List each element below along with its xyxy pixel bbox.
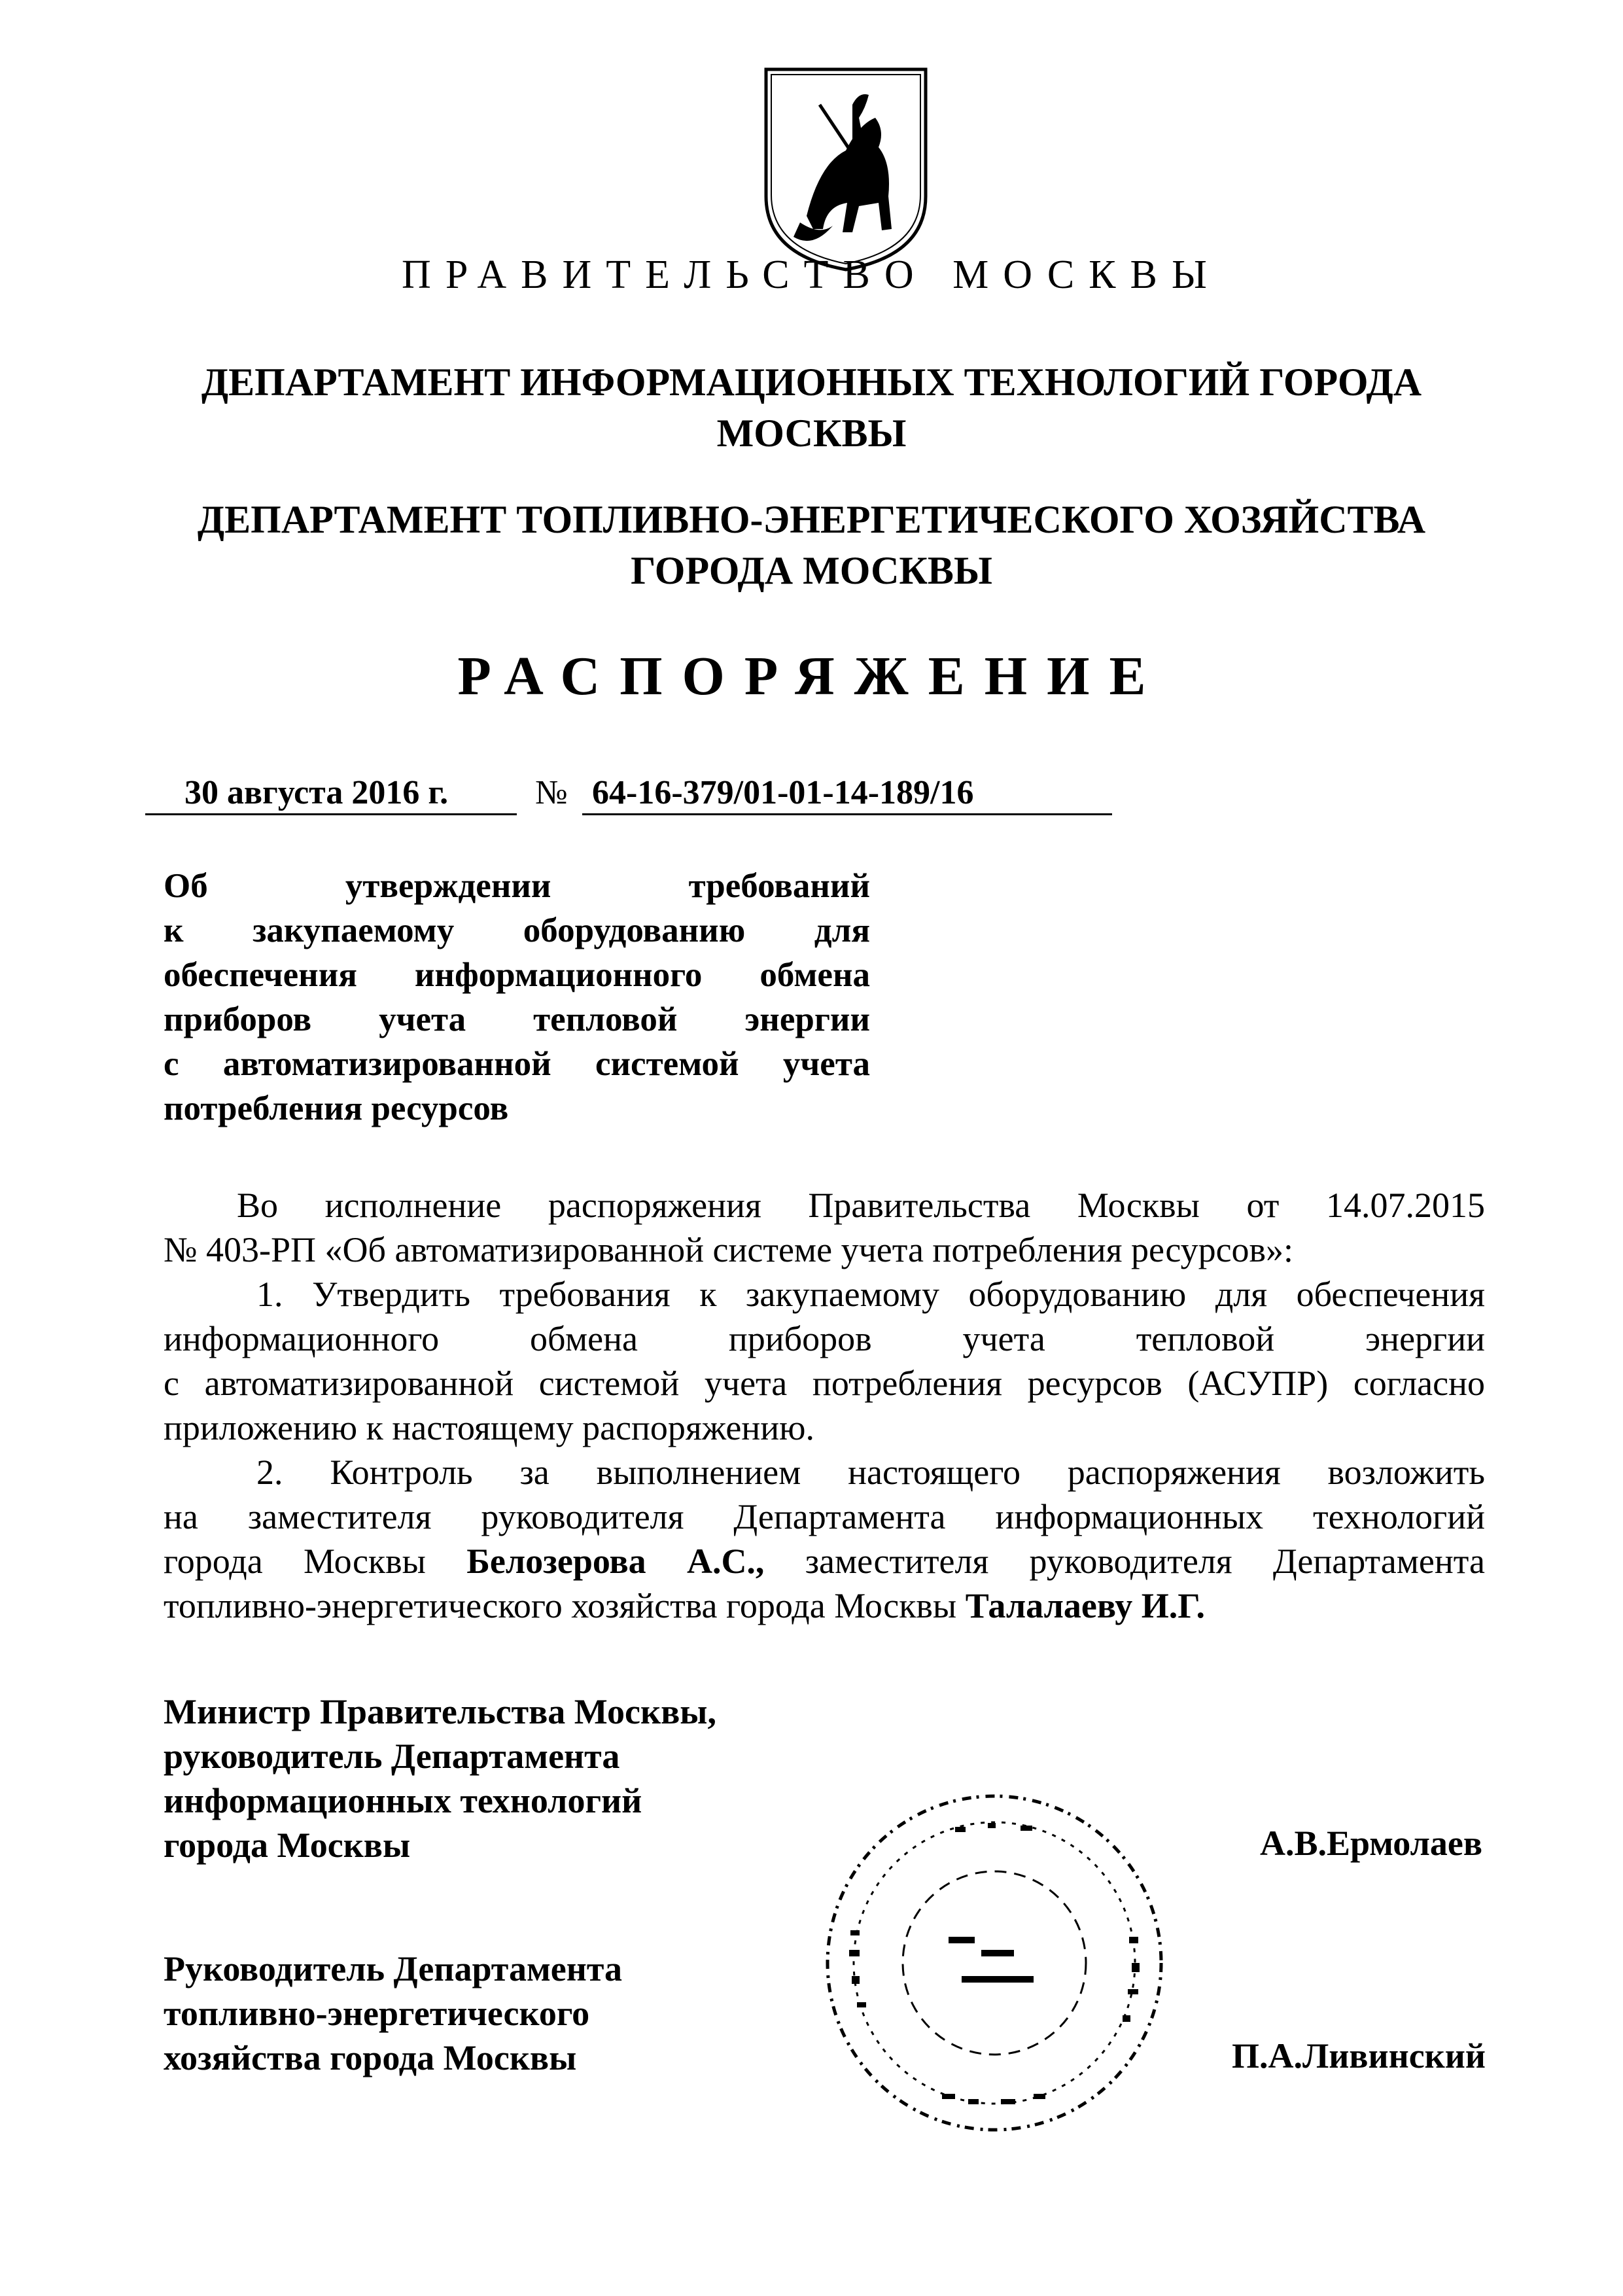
signatory-name-2: П.А.Ливинский (1231, 2036, 1486, 2075)
signature-block-2-title (164, 1947, 622, 2080)
signature-title-line: Руководитель Департамента (164, 1949, 622, 1988)
deputy-name-talalaeva: Талалаеву И.Г. (965, 1586, 1205, 1625)
department-energy-line-1: ДЕПАРТАМЕНТ ТОПЛИВНО-ЭНЕРГЕТИЧЕСКОГО ХОЗЯЙСТВА (197, 498, 1426, 541)
item-2-line-4 (164, 1583, 1485, 1628)
signature-title-line: города Москвы (164, 1826, 411, 1865)
document-subject (164, 864, 870, 1131)
department-it-line-1: ДЕПАРТАМЕНТ ИНФОРМАЦИОННЫХ ТЕХНОЛОГИЙ ГОРОДА (201, 361, 1422, 404)
item-2-line-1: 2. Контроль за выполнением настоящего распоряжения возложить (256, 1453, 1485, 1492)
official-seal-stamp-icon (811, 1786, 1178, 2140)
signature-title-line: хозяйства города Москвы (164, 2038, 577, 2077)
number-sign: № (535, 774, 568, 811)
number-underline (582, 813, 1112, 815)
moscow-coat-of-arms-icon (761, 65, 931, 274)
item-1-line-3: с автоматизированной системой учета потребления ресурсов (АСУПР) согласно (164, 1364, 1485, 1403)
document-type-title: РАСПОРЯЖЕНИЕ (457, 646, 1166, 707)
preamble-line-1: Во исполнение распоряжения Правительства Москвы от 14.07.2015 (237, 1186, 1485, 1225)
department-it-line-2: МОСКВЫ (716, 412, 907, 455)
document-number: 64-16-379/01-01-14-189/16 (592, 774, 974, 811)
item-2-text: заместителя руководителя Департамента (764, 1542, 1485, 1581)
signature-title-line: информационных технологий (164, 1781, 642, 1820)
signature-title-line: топливно-энергетического (164, 1994, 590, 2033)
item-2-line-3 (164, 1539, 1485, 1583)
signature-title-line: руководитель Департамента (164, 1737, 620, 1776)
department-energy-heading (0, 494, 1623, 596)
government-heading: ПРАВИТЕЛЬСТВО МОСКВЫ (402, 253, 1221, 297)
document-date: 30 августа 2016 г. (184, 774, 449, 811)
subject-line: с автоматизированной системой учета (164, 1045, 870, 1083)
subject-line: потребления ресурсов (164, 1089, 509, 1127)
preamble-line-2: № 403-РП «Об автоматизированной системе учета потребления ресурсов»: (164, 1230, 1294, 1269)
item-2-text: города Москвы (164, 1542, 467, 1581)
subject-line: к закупаемому оборудованию для (164, 911, 870, 949)
subject-line: приборов учета тепловой энергии (164, 1000, 870, 1038)
subject-line: обеспечения информационного обмена (164, 956, 870, 994)
signature-block-1-title (164, 1689, 716, 1867)
signatory-name-1: А.В.Ермолаев (1259, 1824, 1482, 1863)
subject-line: Об утверждении требований (164, 867, 870, 905)
department-it-heading (0, 357, 1623, 459)
department-energy-line-2: ГОРОДА МОСКВЫ (631, 549, 992, 592)
item-1-line-2: информационного обмена приборов учета тепловой энергии (164, 1319, 1485, 1358)
item-2-line-2: на заместителя руководителя Департамента информационных технологий (164, 1497, 1485, 1536)
document-body (164, 1183, 1485, 1628)
date-underline (145, 813, 517, 815)
item-1-line-4: приложению к настоящему распоряжению. (164, 1408, 814, 1447)
item-2-text: топливно-энергетического хозяйства города Москвы (164, 1586, 966, 1625)
signature-title-line: Министр Правительства Москвы, (164, 1692, 716, 1731)
deputy-name-belozerov: Белозерова А.С., (466, 1542, 765, 1581)
item-1-line-1: 1. Утвердить требования к закупаемому оборудованию для обеспечения (256, 1275, 1485, 1314)
